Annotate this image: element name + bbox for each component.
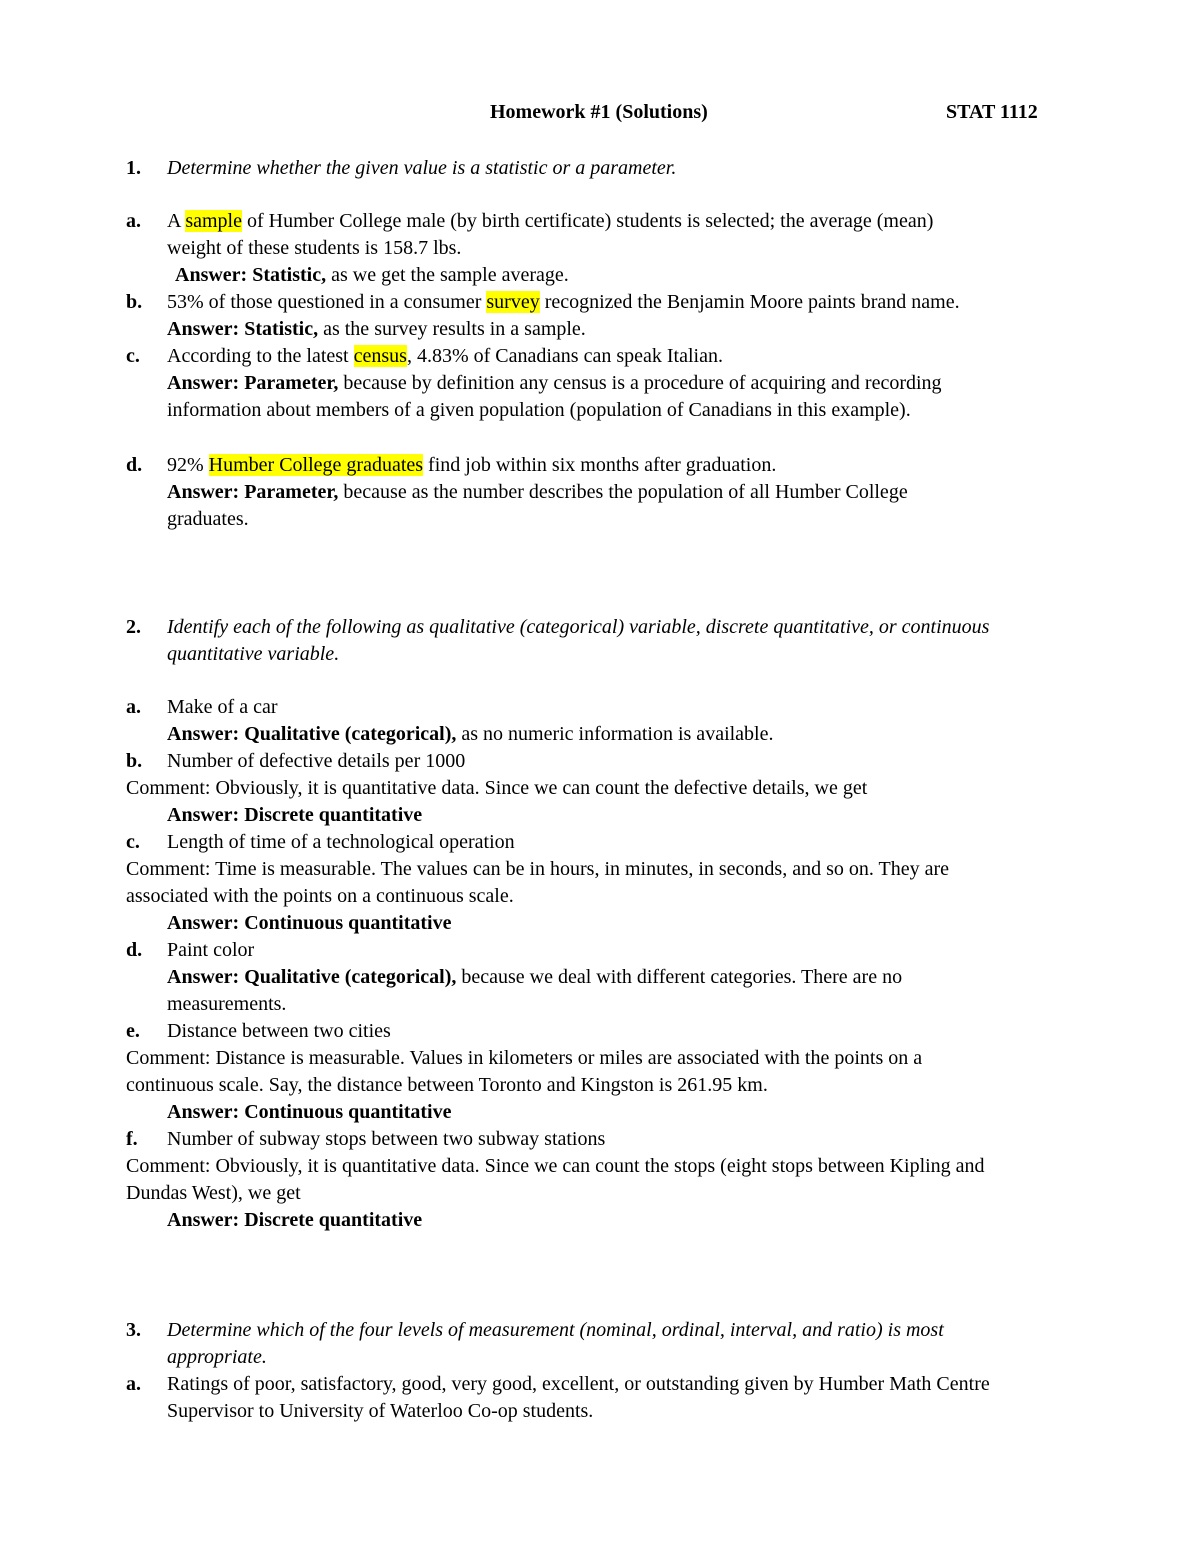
highlighted-term: survey	[486, 291, 540, 313]
item-text: A sample of Humber College male (by birth certificate) students is selected; the average (mean)	[167, 210, 934, 232]
document-page: Homework #1 (Solutions) STAT 1112 1. Determine whether the given value is a statistic or a parameter. a. A sample of Humber College male (by birth certificate) students is selected; the average (mean) weight of these students is 158.7 lbs. Answer: Statistic, as we get the sample average. b. 53% of those questioned in a consumer survey recognized the Benjamin Moore paints brand name. Answer: Statistic, as the survey results in a sample. c. According to the latest census, 4.83% of Canadians can speak Italian. Answer: Parameter, because by definition any census is a procedure of acquiring and recording information about members of a given population (population of Canadians in this example). d. 92% Humber College graduates find job within six months after graduation. Answer: Parameter, because as the number describes the population of all Humber College graduates. 2. Identify each of the following as qualitative (categorical) variable, discrete quantitative, or continuous quantitative variable. a. Make of a car Answer: Qualitative (categorical), as no numeric information is available. b. Number of defective details per 1000 Comment: Obviously, it is quantitative data. Since we can count the defective details, we get Answer: Discrete quantitative c. Length of time of a technological operation Comment: Time is measurable. The values can be in hours, in minutes, in seconds, and so on. They are associated with the points on a continuous scale. Answer: Continuous quantitative d. Paint color Answer: Qualitative (categorical), because we deal with different categories. There are no measurements. e. Distance between two cities Comment: Distance is measurable. Values in kilometers or miles are associated with the points on a continuous scale. Say, the distance between Toronto and Kingston is 261.95 km. Answer: Continuous quantitative f. Number of subway stops between two subway stations Comment: Obviously, it is quantitative data. Since we can count the stops (eight stops between Kipling and Dundas West), we get Answer: Discrete quantitative 3. Determine which of the four levels of measurement (nominal, ordinal, interval, and ratio) is most appropriate. a. Ratings of poor, satisfactory, good, very good, excellent, or outstanding given by Humber Math Centre Supervisor to University of Waterloo Co-op students.	[126, 101, 1038, 1422]
course-code: STAT 1112	[946, 101, 1038, 123]
question-number: 3.	[126, 1319, 141, 1341]
document-title: Homework #1 (Solutions)	[490, 101, 708, 123]
item-label: a.	[126, 210, 141, 232]
highlighted-term: Humber College graduates	[208, 454, 424, 476]
question-text: Determine whether the given value is a statistic or a parameter.	[167, 157, 677, 179]
highlighted-term: sample	[185, 210, 242, 232]
highlighted-term: census	[353, 345, 407, 367]
question-number: 2.	[126, 616, 141, 638]
question-number: 1.	[126, 157, 141, 179]
